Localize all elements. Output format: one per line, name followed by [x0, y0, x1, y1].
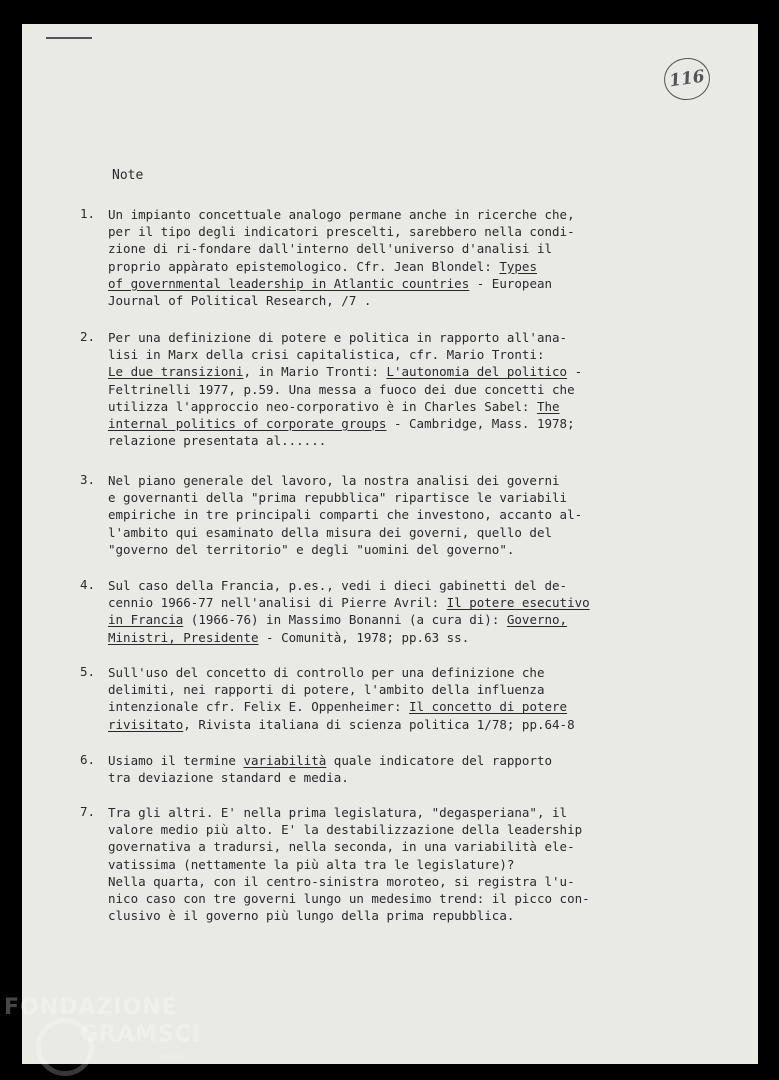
- note-line: governativa a tradursi, nella seconda, in una variabilità ele-: [108, 839, 575, 855]
- note-number: 1.: [80, 206, 96, 221]
- note-line: Nel piano generale del lavoro, la nostra analisi dei governi: [108, 473, 560, 488]
- note-line: Usiamo il termine variabilità quale indicatore del rapporto: [108, 753, 553, 768]
- note-number: 2.: [80, 329, 96, 344]
- note-line: in Francia (1966-76) in Massimo Bonanni (a cura di): Governo,: [108, 612, 568, 628]
- note-text: [108, 577, 598, 646]
- note-line: Nella quarta, con il centro-sinistra moroteo, si registra l'u-: [108, 873, 575, 889]
- note-line: intenzionale cfr. Felix E. Oppenheimer: Il concetto di potere: [108, 699, 568, 715]
- underlined-title: of governmental leadership in Atlantic countries: [108, 275, 470, 291]
- note-text: [108, 804, 598, 924]
- note-line: Journal of Political Research, /7 .: [108, 292, 372, 308]
- underlined-title: Il potere esecutivo: [446, 595, 590, 611]
- underlined-title: internal politics of corporate groups: [108, 415, 387, 431]
- note-line: e governanti della "prima repubblica" ripartisce le variabili: [108, 490, 568, 506]
- note-line: vatissima (nettamente la più alta tra le legislature)?: [108, 856, 515, 872]
- note-text: [108, 329, 598, 449]
- note-line: lisi in Marx della crisi capitalistica, cfr. Mario Tronti:: [108, 347, 545, 363]
- note-line: cennio 1966-77 nell'analisi di Pierre Avril: Il potere esecutivo: [108, 595, 590, 611]
- note-text: [108, 472, 598, 558]
- note-line: relazione presentata al......: [108, 433, 327, 449]
- underlined-title: variabilità: [243, 753, 327, 768]
- note-line: Sull'uso del concetto di controllo per una definizione che: [108, 665, 545, 680]
- note-line: clusivo è il governo più lungo della prima repubblica.: [108, 908, 515, 924]
- note-line: utilizza l'approccio neo-corporativo è in Charles Sabel: The: [108, 398, 560, 414]
- note-line: tra deviazione standard e media.: [108, 770, 349, 786]
- note-line: Le due transizioni, in Mario Tronti: L'autonomia del politico -: [108, 364, 583, 380]
- note-line: delimiti, nei rapporti di potere, l'ambito della influenza: [108, 682, 545, 698]
- underlined-title: rivisitato: [108, 716, 184, 732]
- watermark-line1: FONDAZIONE: [4, 995, 178, 1020]
- page-title: Note: [112, 168, 144, 183]
- note-line: nico caso con tre governi lungo un medesimo trend: il picco con-: [108, 890, 590, 906]
- note-line: internal politics of corporate groups - Cambridge, Mass. 1978;: [108, 415, 575, 431]
- watermark-line2: GRAMSCI: [80, 1022, 202, 1047]
- note-number: 7.: [80, 804, 96, 819]
- page-number-stamp: 116: [661, 55, 712, 103]
- ink-mark: [46, 37, 92, 39]
- note-number: 6.: [80, 752, 96, 767]
- underlined-title: Ministri, Presidente: [108, 629, 259, 645]
- note-line: zione di ri-fondare dall'interno dell'universo d'analisi il: [108, 241, 553, 257]
- watermark-line3: onlus: [158, 1052, 185, 1063]
- underlined-title: L'autonomia del politico: [386, 364, 568, 380]
- note-line: Feltrinelli 1977, p.59. Una messa a fuoco dei due concetti che: [108, 381, 575, 397]
- note-line: valore medio più alto. E' la destabilizzazione della leadership: [108, 822, 583, 838]
- underlined-title: Il concetto di potere: [409, 699, 568, 715]
- note-line: proprio appàrato epistemologico. Cfr. Jean Blondel: Types: [108, 258, 537, 274]
- note-line: per il tipo degli indicatori prescelti, sarebbero nella condi-: [108, 224, 575, 240]
- note-number: 4.: [80, 577, 96, 592]
- note-text: [108, 206, 598, 309]
- note-text: [108, 752, 598, 786]
- note-line: Sul caso della Francia, p.es., vedi i dieci gabinetti del de-: [108, 578, 568, 593]
- underlined-title: Governo,: [506, 612, 568, 628]
- note-line: Tra gli altri. E' nella prima legislatura, "degasperiana", il: [108, 805, 568, 820]
- underlined-title: The: [536, 398, 560, 414]
- note-line: l'ambito qui esaminato della misura dei governi, quello del: [108, 524, 553, 540]
- underlined-title: Le due transizioni: [108, 364, 244, 380]
- note-line: "governo del territorio" e degli "uomini del governo".: [108, 541, 515, 557]
- underlined-title: Types: [499, 258, 537, 274]
- note-line: of governmental leadership in Atlantic countries - European: [108, 275, 553, 291]
- note-number: 3.: [80, 472, 96, 487]
- note-line: Ministri, Presidente - Comunità, 1978; pp.63 ss.: [108, 629, 470, 645]
- note-line: Per una definizione di potere e politica in rapporto all'ana-: [108, 330, 568, 345]
- note-line: rivisitato, Rivista italiana di scienza politica 1/78; pp.64-8: [108, 716, 575, 732]
- note-number: 5.: [80, 664, 96, 679]
- note-text: [108, 664, 598, 733]
- note-line: Un impianto concettuale analogo permane anche in ricerche che,: [108, 207, 575, 222]
- underlined-title: in Francia: [108, 612, 184, 628]
- note-line: empiriche in tre principali comparti che investono, accanto al-: [108, 507, 583, 523]
